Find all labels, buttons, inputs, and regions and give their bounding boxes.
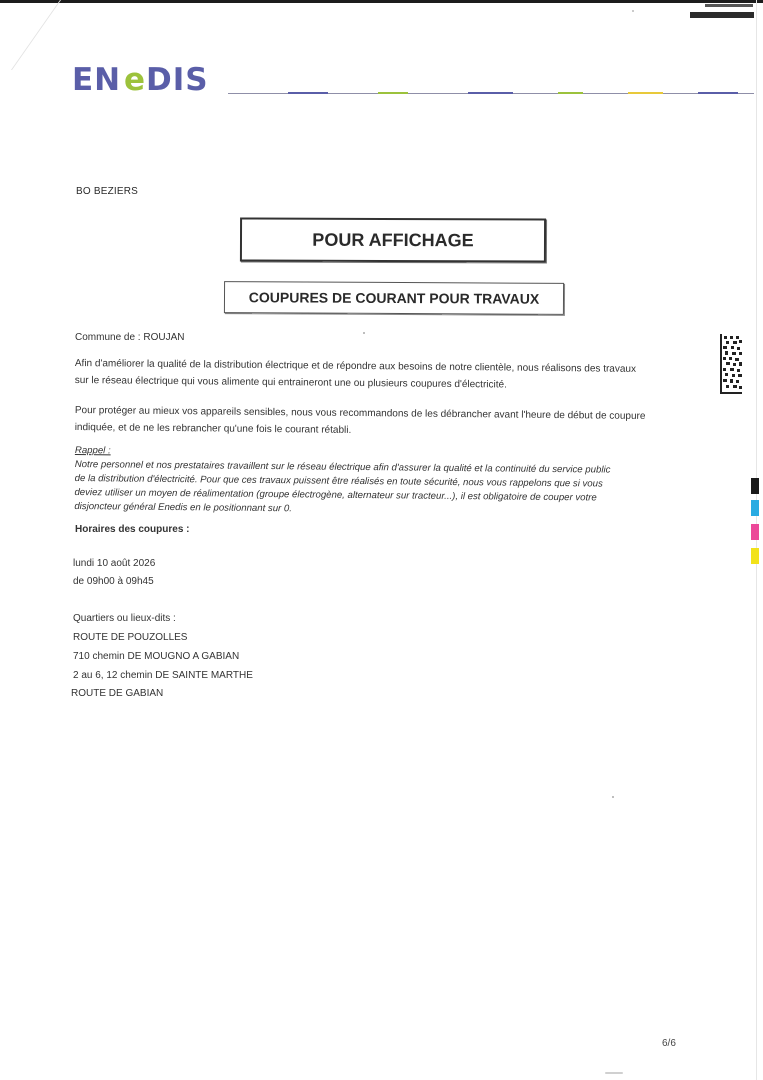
location-item: 710 chemin DE MOUGNO A GABIAN — [73, 651, 240, 662]
location-item: ROUTE DE POUZOLLES — [73, 632, 188, 643]
title-box — [240, 217, 546, 262]
scan-speck — [612, 796, 614, 798]
page-title: POUR AFFICHAGE — [312, 229, 474, 250]
page-number: 6/6 — [662, 1038, 676, 1049]
calibration-bar-cyan — [751, 500, 759, 516]
locations-heading: Quartiers ou lieux-dits : — [73, 613, 176, 624]
location-item: 2 au 6, 12 chemin DE SAINTE MARTHE — [73, 670, 253, 681]
paragraph-line: indiquée, et de ne les rebrancher qu'une fois le courant rétabli. — [74, 421, 352, 436]
intro-paragraph — [75, 355, 690, 395]
outage-time: de 09h00 à 09h45 — [73, 576, 154, 587]
reminder-line: disjoncteur général Enedis en le positionnant sur 0. — [74, 500, 293, 515]
reminder-block — [74, 444, 690, 520]
paragraph-line: Pour protéger au mieux vos appareils sensibles, nous vous recommandons de les débrancher avant l'heure de début de coupure — [74, 404, 646, 422]
paragraph-line: Afin d'améliorer la qualité de la distribution électrique et de répondre aux besoins de notre clientèle, nous réalisons des travaux — [74, 357, 637, 375]
reminder-line: deviez utiliser un moyen de réalimentation (groupe électrogène, alternateur sur tracteur...), il est obligatoire de couper votre — [74, 486, 597, 504]
enedis-logo — [72, 60, 218, 96]
reminder-label: Rappel : — [74, 444, 111, 457]
datamatrix-code-icon — [720, 334, 742, 394]
calibration-bar-black — [751, 478, 759, 494]
commune-line: Commune de : ROUJAN — [75, 332, 185, 343]
svg-text:EN: EN — [72, 62, 122, 96]
location-item: ROUTE DE GABIAN — [71, 688, 164, 699]
paragraph-line: sur le réseau électrique qui vous alimente qui entraineront une ou plusieurs coupures d'électricité. — [74, 374, 507, 391]
scan-right-edge — [756, 0, 757, 1080]
scan-speck — [632, 10, 634, 12]
scan-mark — [705, 4, 753, 7]
logo-divider — [228, 92, 754, 95]
reminder-line: de la distribution d'électricité. Pour que ces travaux puissent être réalisés en toute sécurité, nous vous rappelons que si vous — [74, 472, 603, 490]
schedule-heading: Horaires des coupures : — [75, 524, 190, 535]
outage-date: lundi 10 août 2026 — [73, 558, 156, 569]
sender-label: BO BEZIERS — [76, 186, 139, 197]
svg-text:e: e — [124, 62, 146, 96]
scan-speck — [363, 332, 365, 334]
calibration-bar-yellow — [751, 548, 759, 564]
subtitle-box — [224, 281, 564, 315]
calibration-bar-magenta — [751, 524, 759, 540]
reminder-line: Notre personnel et nos prestataires travaillent sur le réseau électrique afin d'assurer la qualité et la continuité du service public — [74, 458, 611, 476]
page-subtitle: COUPURES DE COURANT POUR TRAVAUX — [248, 289, 540, 307]
scan-edge — [0, 0, 763, 3]
scan-speck — [605, 1072, 623, 1074]
scan-mark — [690, 12, 754, 18]
svg-text:DIS: DIS — [146, 62, 209, 96]
advice-paragraph — [75, 402, 690, 442]
